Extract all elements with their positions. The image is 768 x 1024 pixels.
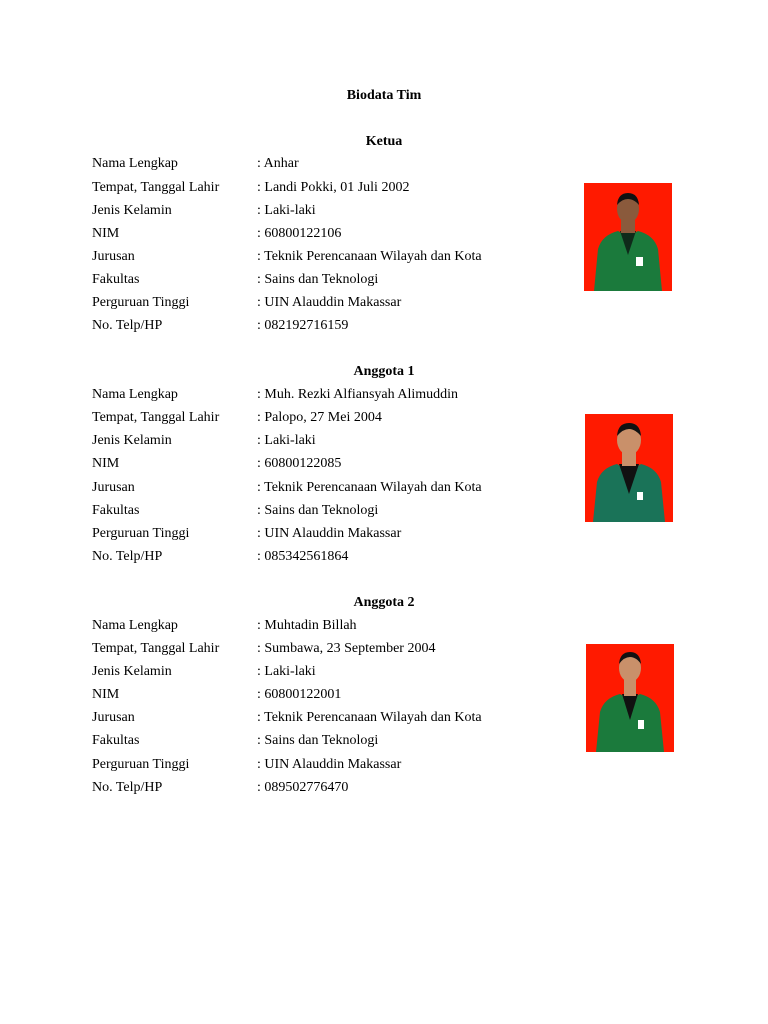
- field-value: : Muh. Rezki Alfiansyah Alimuddin: [257, 387, 459, 402]
- field-value: : UIN Alauddin Makassar: [257, 295, 402, 310]
- field-label: Tempat, Tanggal Lahir: [92, 410, 220, 425]
- field-value: : Sains dan Teknologi: [257, 272, 379, 287]
- field-value: : Sains dan Teknologi: [257, 733, 379, 748]
- field-label: Jurusan: [92, 710, 135, 725]
- portrait-photo-icon: [585, 414, 673, 522]
- field-label: Fakultas: [92, 272, 140, 287]
- field-label: Fakultas: [92, 733, 140, 748]
- field-value: : 085342561864: [257, 549, 349, 564]
- field-label: Tempat, Tanggal Lahir: [92, 180, 220, 195]
- member-photo: [586, 644, 674, 752]
- field-value: : UIN Alauddin Makassar: [257, 757, 402, 772]
- portrait-photo-icon: [584, 183, 672, 291]
- field-label: Perguruan Tinggi: [92, 757, 190, 772]
- field-value: : Teknik Perencanaan Wilayah dan Kota: [257, 249, 482, 264]
- field-value: : Sains dan Teknologi: [257, 503, 379, 518]
- field-label: Nama Lengkap: [92, 618, 178, 633]
- field-value: : Teknik Perencanaan Wilayah dan Kota: [257, 710, 482, 725]
- section-heading: Anggota 1: [353, 364, 415, 379]
- field-label: Jenis Kelamin: [92, 664, 172, 679]
- section-heading: Ketua: [365, 134, 403, 149]
- field-label: Perguruan Tinggi: [92, 295, 190, 310]
- field-label: Jurusan: [92, 249, 135, 264]
- field-label: No. Telp/HP: [92, 780, 163, 795]
- field-value: : 082192716159: [257, 318, 349, 333]
- portrait-photo-icon: [586, 644, 674, 752]
- field-value: : 60800122001: [257, 687, 342, 702]
- field-label: Tempat, Tanggal Lahir: [92, 641, 220, 656]
- field-label: Jenis Kelamin: [92, 203, 172, 218]
- field-label: NIM: [92, 687, 120, 702]
- field-label: Fakultas: [92, 503, 140, 518]
- field-value: : Palopo, 27 Mei 2004: [257, 410, 382, 425]
- field-label: No. Telp/HP: [92, 318, 163, 333]
- field-label: NIM: [92, 456, 120, 471]
- field-value: : Laki-laki: [257, 664, 316, 679]
- field-value: : 60800122085: [257, 456, 342, 471]
- field-label: Jenis Kelamin: [92, 433, 172, 448]
- field-label: Nama Lengkap: [92, 156, 178, 171]
- field-value: : UIN Alauddin Makassar: [257, 526, 402, 541]
- field-value: : Sumbawa, 23 September 2004: [257, 641, 436, 656]
- field-value: : Laki-laki: [257, 433, 316, 448]
- member-photo: [585, 414, 673, 522]
- field-value: : Laki-laki: [257, 203, 316, 218]
- field-value: : Teknik Perencanaan Wilayah dan Kota: [257, 480, 482, 495]
- field-label: Jurusan: [92, 480, 135, 495]
- member-photo: [584, 183, 672, 291]
- field-label: NIM: [92, 226, 120, 241]
- field-value: : Anhar: [257, 156, 299, 171]
- field-label: Perguruan Tinggi: [92, 526, 190, 541]
- section-heading: Anggota 2: [353, 595, 415, 610]
- field-value: : 60800122106: [257, 226, 342, 241]
- field-value: : 089502776470: [257, 780, 349, 795]
- field-label: No. Telp/HP: [92, 549, 163, 564]
- field-label: Nama Lengkap: [92, 387, 178, 402]
- field-value: : Muhtadin Billah: [257, 618, 357, 633]
- page-title: Biodata Tim: [346, 88, 422, 103]
- field-value: : Landi Pokki, 01 Juli 2002: [257, 180, 410, 195]
